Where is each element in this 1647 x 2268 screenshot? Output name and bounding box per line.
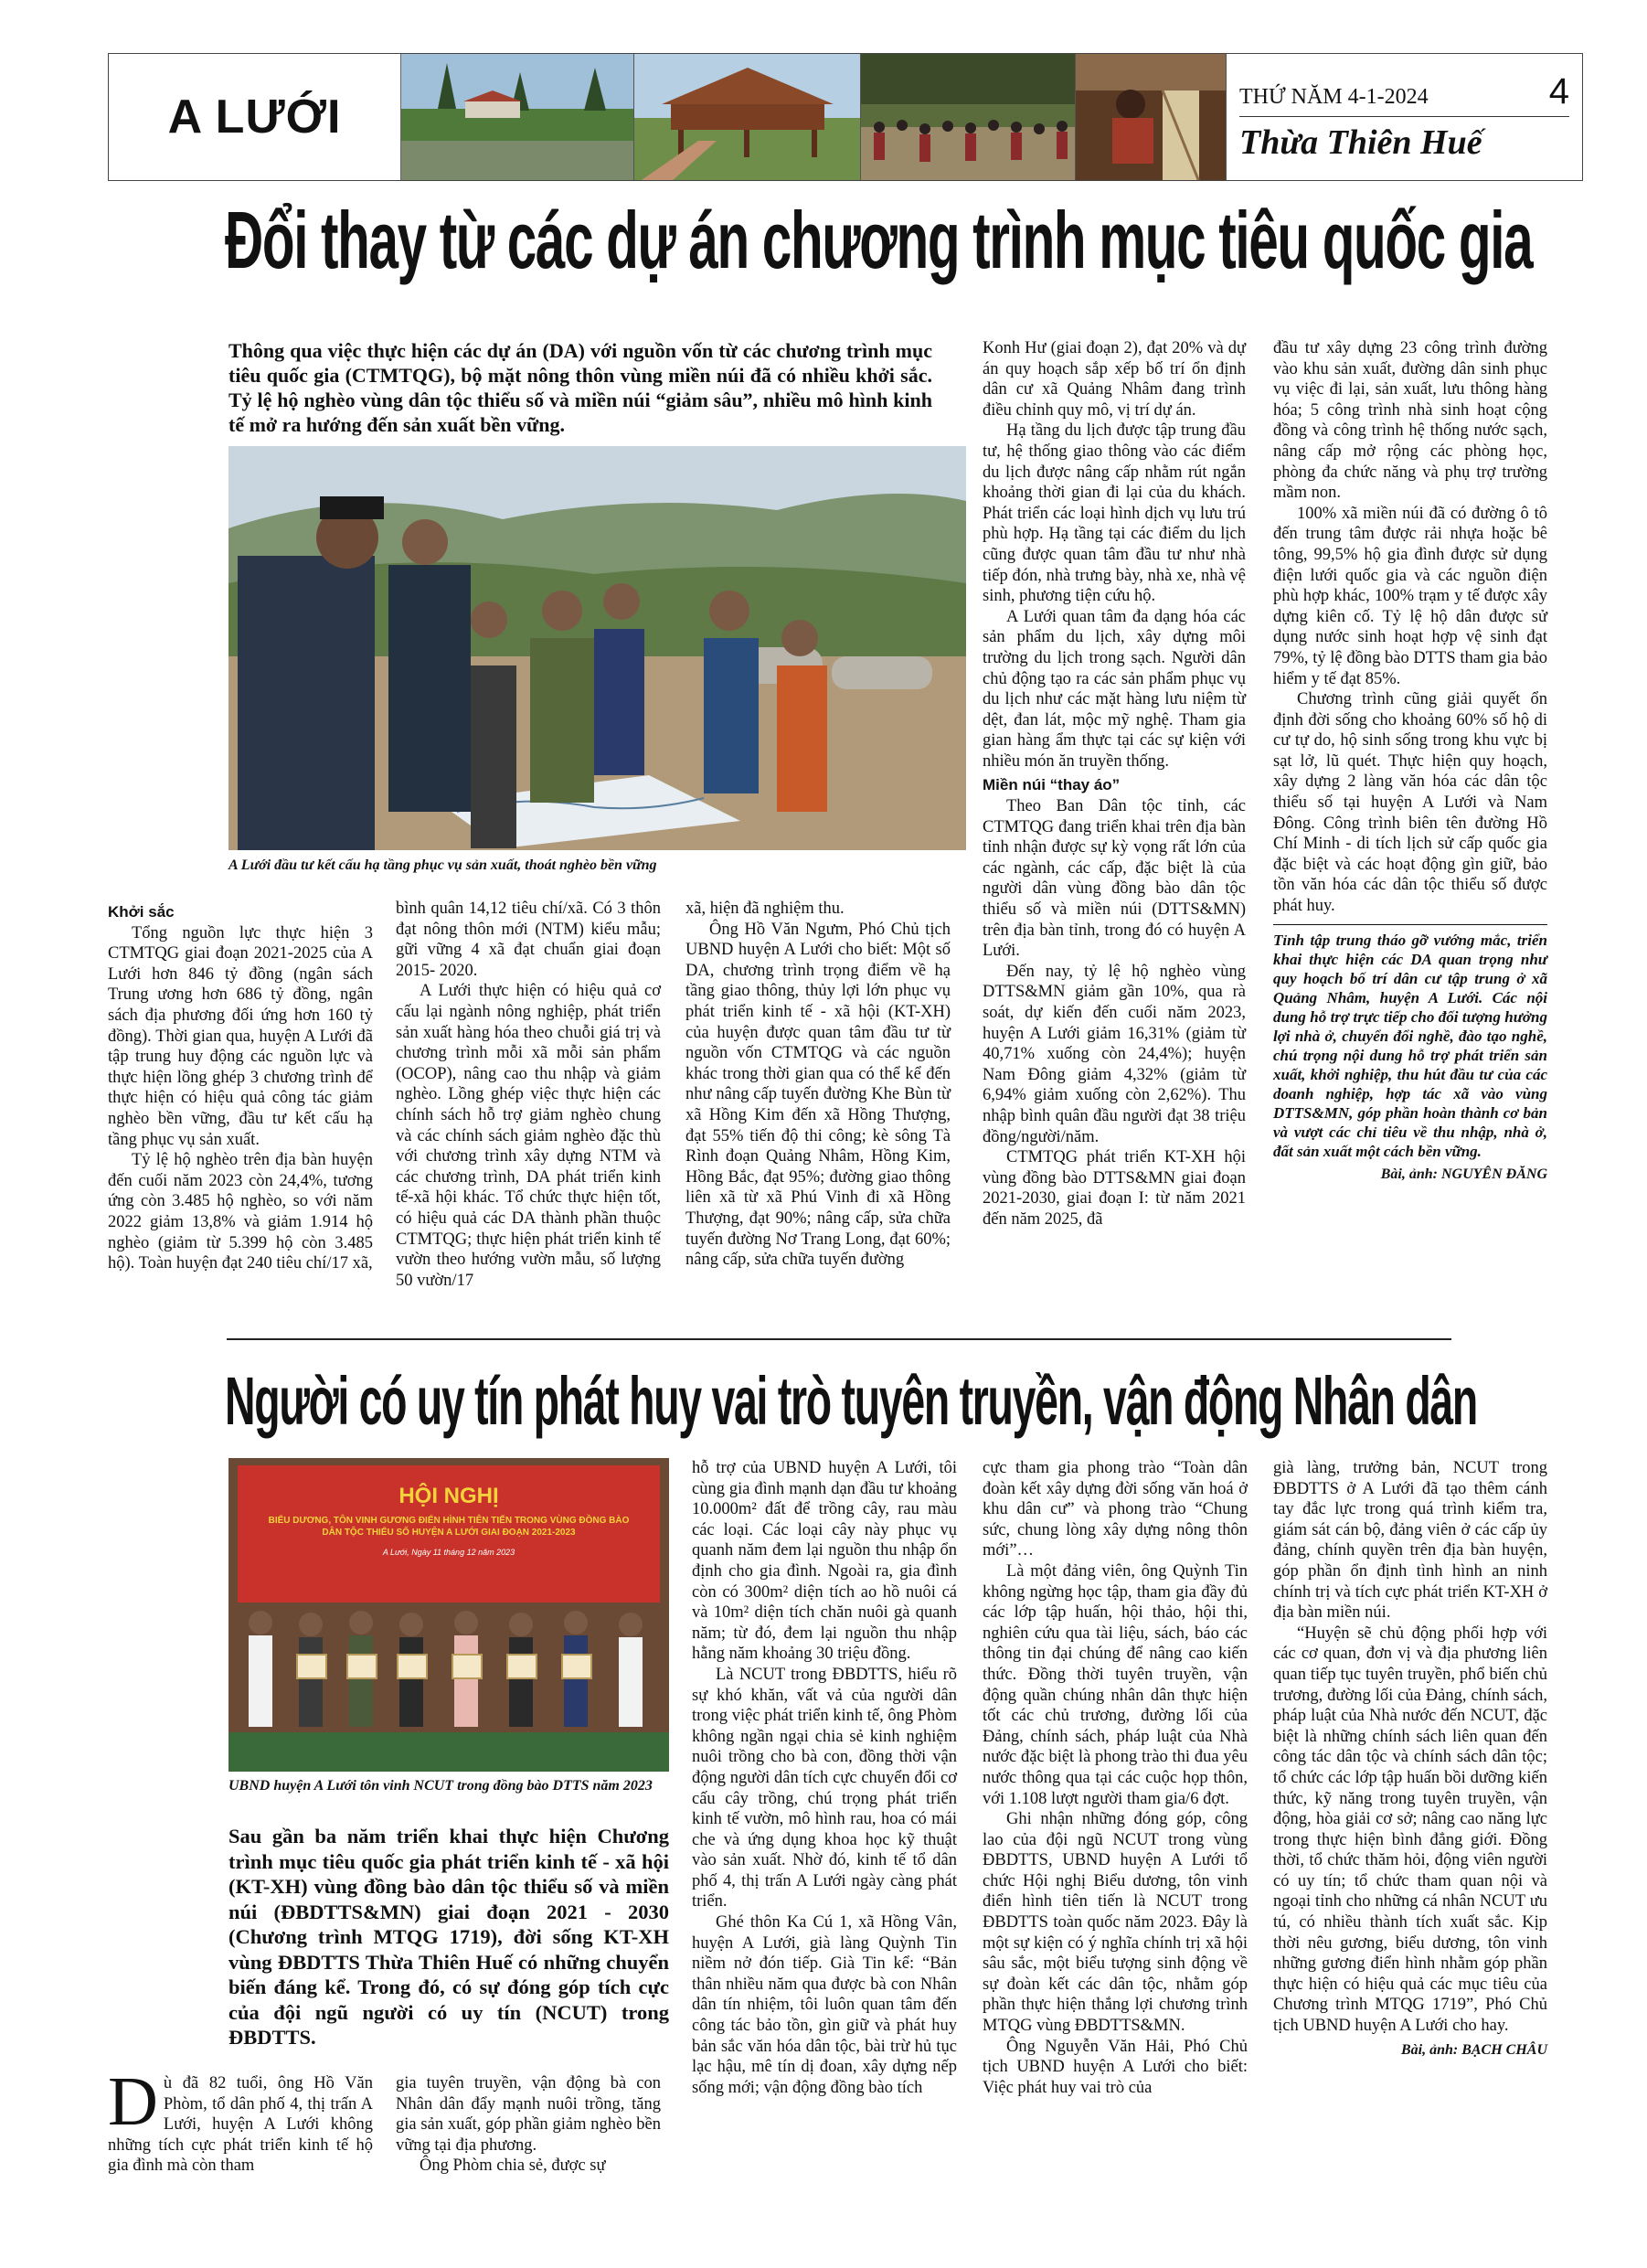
- article2-photo-caption: UBND huyện A Lưới tôn vinh NCUT trong đồng bào DTTS năm 2023: [228, 1778, 653, 1794]
- section-name: A LƯỚI: [109, 54, 401, 180]
- page-number: 4: [1548, 71, 1569, 112]
- article2-column-5: [1273, 1458, 1547, 2060]
- subhead-khoi-sac: Khởi sắc: [108, 903, 175, 921]
- paragraph: Konh Hư (giai đoạn 2), đạt 20% và dự án quy hoạch sắp xếp bố trí ổn định dân cư xã Quảng Nhâm đang trình điều chỉnh quy mô, vị trí dự án.: [983, 339, 1246, 420]
- article2-lead: Sau gần ba năm triển khai thực hiện Chương trình mục tiêu quốc gia phát triển kinh tế - xã hội (KT-XH) vùng đồng bào dân tộc thiểu số và miền núi (ĐBDTTS&MN) giai đoạn 2021 - 2030 (Chương trình MTQG 1719), đời sống KT-XH vùng ĐBDTTS Thừa Thiên Huế có những chuyển biến đáng kể. Trong đó, có sự đóng góp tích cực của đội ngũ người có uy tín (NCUT) trong ĐBDTTS.: [228, 1825, 669, 2049]
- paragraph: Ghi nhận những đóng góp, công lao của đội ngũ NCUT trong vùng ĐBDTTS, UBND huyện A Lưới tổ chức Hội nghị Biểu dương, tôn vinh điển hình tiên tiến là NCUT trong ĐBDTTS toàn quốc năm 2023. Đây là một sự kiện có ý nghĩa chính trị xã hội sâu sắc, một biểu tượng sinh động về sự đoàn kết các dân tộc, nhằm góp phần thực hiện thắng lợi chương trình MTQG vùng ĐBDTTS&MN.: [983, 1810, 1248, 2036]
- header-photo-weaving: [1076, 54, 1227, 180]
- paragraph: Là một đảng viên, ông Quỳnh Tin không ngừng học tập, tham gia đầy đủ các lớp tập huấn, hội thảo, hội thi, nghiên cứu qua tài liệu, sách, báo các thông tin đại chúng để nâng cao kiến thức. Đồng thời tuyên truyền, vận động quần chúng nhân dân thực hiện tốt các chủ trương, đường lối của Đảng, chính sách, pháp luật của Nhà nước đặc biệt là phong trào thi đua yêu nước thông qua tại các cuộc họp thôn, với 1.108 lượt người tham gia/6 đợt.: [983, 1561, 1248, 1808]
- paragraph: “Huyện sẽ chủ động phối hợp với các cơ quan, đơn vị và địa phương liên quan tiếp tục tuyên truyền, phổ biến chủ trương, đường lối của Đảng, chính sách, pháp luật của Nhà nước đến NCUT, đặc biệt là những chính sách liên quan đến công tác dân tộc và chính sách dân tộc; tổ chức các lớp tập huấn bồi dưỡng kiến thức, kỹ năng trong tuyên truyền, vận động, hòa giải cơ sở; nâng cao năng lực trong thực hiện bình đẳng giới. Đồng thời, tổ chức thăm hỏi, động viên người có uy tín; tổ chức tham quan nội và ngoại tỉnh cho những cá nhân NCUT ưu tú, có nhiều thành tích xuất sắc. Kịp thời nêu gương, biểu dương, tôn vinh những gương điển hình nhằm góp phần thực hiện có hiệu quả các mục tiêu của Chương trình MTQG 1719”, Phó Chủ tịch UBND huyện A Lưới cho hay.: [1273, 1624, 1547, 2036]
- article2-column-4: [983, 1458, 1248, 2098]
- paragraph: A Lưới quan tâm đa dạng hóa các sản phẩm du lịch, xây dựng môi trường du lịch trong sạch. Người dân chủ động tạo ra các sản phẩm phục vụ du lịch như các mặt hàng lưu niệm từ dệt, đan lát, mộc mỹ nghệ. Tham gia gian hàng ẩm thực tại các sự kiện với nhiều món ăn truyền thống.: [983, 607, 1246, 771]
- paragraph: Hạ tầng du lịch được tập trung đầu tư, hệ thống giao thông vào các điểm du lịch được nâng cấp nhằm rút ngắn khoảng thời gian đi lại của du khách. Phát triển các loại hình dịch vụ lưu trú phù hợp. Hạ tầng tại các điểm du lịch cũng được quan tâm đầu tư như nhà tiếp đón, nhà trưng bày, nhà xe, nhà vệ sinh, phương tiện cứu hộ.: [983, 421, 1246, 606]
- paragraph: Ông Hồ Văn Ngưm, Phó Chủ tịch UBND huyện A Lưới cho biết: Một số DA, chương trình trọng điểm về hạ tầng giao thông, thủy lợi lớn phục vụ phát triển kinh tế - xã hội (KT-XH) của huyện được quan tâm đầu tư từ nguồn vốn CTMTQG và các nguồn khác trong thời gian qua có thể kể đến như nâng cấp tuyến đường Khe Bùn từ xã Hồng Kim đến xã Hồng Thượng, đạt 55% tiến độ thi công; kè sông Tà Rình đoạn Quảng Nhâm, Hồng Kim, Hồng Bắc, đạt 95%; đường giao thông liên xã từ xã Phú Vinh đi xã Hồng Thượng, đạt 90%; nâng cấp, sửa chữa tuyến đường Nơ Trang Long, đạt 60%; nâng cấp, sửa chữa tuyến đường: [685, 920, 951, 1270]
- article1-column-1: [108, 899, 373, 1274]
- paragraph: Ông Nguyễn Văn Hải, Phó Chủ tịch UBND huyện A Lưới cho biết: Việc phát huy vai trò của: [983, 2037, 1248, 2097]
- banner-date: A Lưới, Ngày 11 tháng 12 năm 2023: [382, 1548, 515, 1557]
- event-banner: [238, 1465, 660, 1603]
- subhead-mien-nui: Miền núi “thay áo”: [983, 776, 1121, 794]
- article1-byline: Bài, ảnh: NGUYÊN ĐĂNG: [1380, 1166, 1547, 1182]
- article2-column-1: [108, 2063, 373, 2177]
- paragraph: ù đã 82 tuổi, ông Hồ Văn Phòm, tổ dân phố 4, thị trấn A Lưới, huyện A Lưới không những tích cực phát triển kinh tế hộ gia đình mà còn tham: [108, 2074, 373, 2176]
- paragraph: A Lưới thực hiện có hiệu quả cơ cấu lại ngành nông nghiệp, phát triển sản xuất hàng hóa theo chuỗi giá trị và chương trình mỗi xã mỗi sản phẩm (OCOP), nâng cao thu nhập và giảm nghèo. Lồng ghép việc thực hiện các chính sách hỗ trợ giảm nghèo chung và các chính sách giảm nghèo đặc thù với chương trình xây dựng NTM và các chương trình, DA phát triển kinh tế-xã hội khác. Tổ chức thực hiện tốt, có hiệu quả các DA thành phần thuộc CTMTQG; thực hiện phát triển kinh tế vườn theo hướng vườn mẫu, số lượng 50 vườn/17: [396, 982, 661, 1290]
- paragraph: bình quân 14,12 tiêu chí/xã. Có 3 thôn đạt nông thôn mới (NTM) kiểu mẫu; gữi vững 4 xã đạt chuẩn giai đoạn 2015- 2020.: [396, 900, 661, 980]
- page-header: [108, 53, 1583, 181]
- article1-column-3: [685, 899, 951, 1271]
- header-photo-festival: [861, 54, 1076, 180]
- paragraph: đầu tư xây dựng 23 công trình đường vào khu sản xuất, đường dân sinh phục vụ việc đi lại, sản xuất, lưu thông hàng hóa; 5 công trình nhà sinh hoạt cộng đồng và công trình hệ thống nước sạch, nâng cấp mở rộng các phòng học, phòng đa chức năng và phụ trợ trường mầm non.: [1273, 339, 1547, 503]
- paragraph: già làng, trưởng bản, NCUT trong ĐBDTTS ở A Lưới đã tạo thêm cánh tay đắc lực trong quá trình kiểm tra, giám sát cán bộ, đảng viên ở các cấp ủy đảng, chính quyền trên địa bàn huyện, góp phần ổn định tình hình an ninh chính trị và tích cực phát triển KT-XH ở địa bàn miền núi.: [1273, 1459, 1547, 1623]
- paragraph: Ghé thôn Ka Cú 1, xã Hồng Vân, huyện A Lưới, già làng Quỳnh Tin niềm nở đón tiếp. Già Tin kể: “Bản thân nhiều năm qua được bà con Nhân dân tín nhiệm, tôi luôn quan tâm đến công tác bảo tồn, gìn giữ và phát huy bản sắc văn hóa dân tộc, bài trừ hủ tục lạc hậu, mê tín dị đoan, xây dựng nếp sống mới; vận động đồng bào tích: [692, 1913, 957, 2097]
- article1-lead: Thông qua việc thực hiện các dự án (DA) với nguồn vốn từ các chương trình mục tiêu quốc gia (CTMTQG), bộ mặt nông thôn vùng miền núi đã có nhiều khởi sắc. Tỷ lệ hộ nghèo vùng dân tộc thiểu số và miền núi “giảm sâu”, nhiều mô hình kinh tế mở ra hướng đến sản xuất bền vững.: [228, 339, 932, 436]
- article-divider: [227, 1338, 1451, 1340]
- header-photo-stilt-house: [634, 54, 861, 180]
- drop-cap: D: [108, 2063, 158, 2140]
- article2-byline: Bài, ảnh: BẠCH CHÂU: [1400, 2041, 1547, 2058]
- paragraph: Đến nay, tỷ lệ hộ nghèo vùng DTTS&MN giảm gần 10%, qua rà soát, dự kiến đến cuối năm 2023, huyện A Lưới giảm 16,31% (giảm từ 40,71% xuống còn 24,4%); huyện Nam Đông giảm 4,32% (giảm từ 6,94% giảm xuống còn 2,62%). Thu nhập bình quân đầu người đạt 38 triệu đồng/người/năm.: [983, 962, 1246, 1146]
- paragraph: 100% xã miền núi đã có đường ô tô đến trung tâm được rải nhựa hoặc bê tông, 99,5% hộ gia đình được sử dụng điện lưới quốc gia và các nguồn điện phù hợp khác, 100% trạm y tế được xây dựng kiên cố. Tỷ lệ hộ dân được sử dụng nước sinh hoạt hợp vệ sinh đạt 79%, tỷ lệ đồng bào DTTS tham gia bảo hiểm y tế đạt 85%.: [1273, 504, 1547, 688]
- issue-date: THỨ NĂM 4-1-2024: [1239, 85, 1429, 109]
- article1-column-5: [1273, 338, 1547, 1185]
- paragraph: Chương trình cũng giải quyết ổn định đời sống cho khoảng 60% số hộ di cư tự do, hộ sinh sống trong khu vực bị sạt lở, lũ quét. Thực hiện quy hoạch, xây dựng 2 làng văn hóa các dân tộc thiểu số tại huyện A Lưới và Nam Đông. Công trình biên tên đường Hồ Chí Minh - di tích lịch sử cấp quốc gia đặc biệt và các hoạt động gìn giữ, bảo tồn văn hóa các dân tộc thiểu số được phát huy.: [1273, 690, 1547, 916]
- paragraph: Tổng nguồn lực thực hiện 3 CTMTQG giai đoạn 2021-2025 của A Lưới hơn 846 tỷ đồng (ngân sách Trung ương hơn 686 tỷ đồng, ngân sách địa phương đối ứng hơn 160 tỷ đồng). Thời gian qua, huyện A Lưới đã tập trung huy động các nguồn lực và thực hiện lồng ghép 3 chương trình để thực hiện có hiệu quả công tác giảm nghèo bền vững, đầu tư kết cấu hạ tầng phục vụ sản xuất.: [108, 923, 373, 1149]
- article2-title: Người có uy tín phát huy vai trò tuyên truyền, vận động Nhân dân: [225, 1363, 1478, 1439]
- paragraph: Là NCUT trong ĐBDTTS, hiểu rõ sự khó khăn, vất vả của người dân trong việc phát triển kinh tế, ông Phòm không ngần ngại chia sẻ kinh nghiệm nuôi trồng cho bà con, đồng thời vận động người dân tích cực chuyển đổi cơ cấu cây trồng, chú trọng phát triển kinh tế vườn, mô hình rau, hoa có mái che và ứng dụng khoa học kỹ thuật vào sản xuất. Nhờ đó, kinh tế tổ dân phố 4, thị trấn A Lưới ngày càng phát triển.: [692, 1665, 957, 1911]
- article1-title: Đổi thay từ các dự án chương trình mục tiêu quốc gia: [225, 195, 1533, 285]
- paragraph: cực tham gia phong trào “Toàn dân đoàn kết xây dựng đời sống văn hoá ở khu dân cư” và phong trào “Chung sức, chung lòng xây dựng nông thôn mới”…: [983, 1459, 1248, 1560]
- banner-title: HỘI NGHỊ: [398, 1484, 499, 1508]
- paragraph: CTMTQG phát triển KT-XH hội vùng đồng bào DTTS&MN giai đoạn 2021-2030, giai đoạn I: từ năm 2021 đến năm 2025, đã: [983, 1148, 1246, 1229]
- article2-photo: [228, 1458, 669, 1772]
- article1-highlight-box: Tỉnh tập trung tháo gỡ vướng mắc, triển khai thực hiện các DA quan trọng như quy hoạch bố trí dân cư tập trung ở xã Quảng Nhâm, huyện A Lưới. Các nội dung hỗ trợ trực tiếp cho đối tượng hưởng lợi nhà ở, chuyển đổi nghề, đào tạo nghề, chú trọng nội dung hỗ trợ phát triển sản xuất, khởi nghiệp, thu hút đầu tư của các doanh nghiệp, hợp tác xã vào vùng DTTS&MN, góp phần hoàn thành cơ bản và vượt các chỉ tiêu về thu nhập, nhà ở, đất sản xuất một cách bền vững.: [1273, 924, 1547, 1161]
- paragraph: Ông Phòm chia sẻ, được sự: [420, 2156, 606, 2176]
- paragraph: xã, hiện đã nghiệm thu.: [685, 900, 845, 918]
- paragraph: gia tuyên truyền, vận động bà con Nhân dân đẩy mạnh nuôi trồng, tăng gia sản xuất, góp phần giảm nghèo bền vững tại địa phương.: [396, 2074, 661, 2155]
- article1-photo-caption: A Lưới đầu tư kết cấu hạ tầng phục vụ sản xuất, thoát nghèo bền vững: [228, 857, 657, 873]
- paragraph: Theo Ban Dân tộc tỉnh, các CTMTQG đang triển khai trên địa bàn tỉnh nhận được sự kỳ vọng rất lớn của các ngành, các cấp, đặc biệt là của người dân vùng đồng bào dân tộc thiểu số và miền núi (DTTS&MN) trên địa bàn tỉnh, trong đó có huyện A Lưới.: [983, 797, 1246, 961]
- article1-column-2: [396, 899, 661, 1291]
- header-photo-landscape: [401, 54, 634, 180]
- article2-column-2: [396, 2073, 661, 2177]
- banner-text: BIỂU DƯƠNG, TÔN VINH GƯƠNG ĐIỂN HÌNH TIÊN TIẾN TRONG VÙNG ĐỒNG BÀO DÂN TỘC THIỂU SỐ HUYỆN A LƯỚI GIAI ĐOẠN 2021-2023: [268, 1516, 630, 1538]
- article1-column-4: [983, 338, 1246, 1230]
- paragraph: Tỷ lệ hộ nghèo trên địa bàn huyện đến cuối năm 2023 còn 24,4%, tương ứng còn 3.485 hộ nghèo, so với năm 2022 giảm 13,8% và giảm 1.914 hộ nghèo (giảm từ 5.399 hộ còn 3.485 hộ). Toàn huyện đạt 240 tiêu chí/17 xã,: [108, 1151, 373, 1273]
- paragraph: hỗ trợ của UBND huyện A Lưới, tôi cùng gia đình mạnh dạn đầu tư khoảng 10.000m² đất để trồng cây, rau màu các loại. Các loại cây này phục vụ quanh năm đem lại nguồn thu nhập ổn định cho gia đình. Ngoài ra, gia đình còn có 300m² diện tích ao hồ nuôi cá và 10m² diện tích chăn nuôi gà quanh năm; từ đó, đem lại nguồn thu nhập hằng năm khoảng 30 triệu đồng.: [692, 1459, 957, 1664]
- newspaper-name: Thừa Thiên Huế: [1239, 123, 1482, 162]
- article2-column-3: [692, 1458, 957, 2098]
- article1-photo: [228, 446, 966, 850]
